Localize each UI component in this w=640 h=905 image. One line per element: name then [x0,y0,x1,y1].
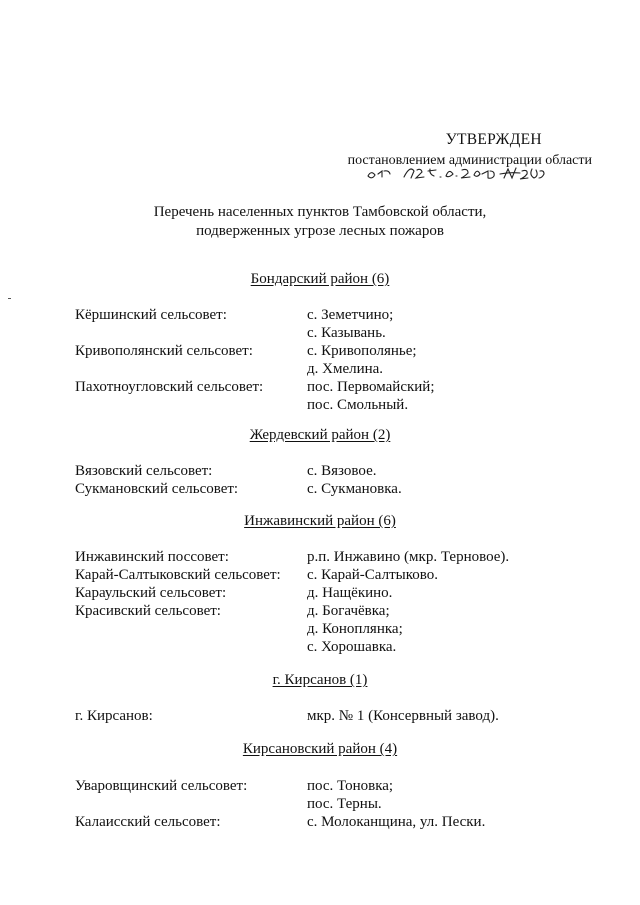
settlement: с. Казывань. [307,325,386,341]
resolution-label: постановлением администрации области [347,153,592,168]
title-line-1: Перечень населенных пунктов Тамбовской области, [153,204,487,220]
council-name: Инжавинский поссовет: [75,549,229,565]
scan-speck [8,298,11,299]
district-heading: Инжавинский район (6) [244,513,396,529]
approved-label: УТВЕРЖДЕН [445,131,542,148]
settlement: д. Коноплянка; [307,621,403,637]
settlement: с. Сукмановка. [307,481,402,497]
district-heading: г. Кирсанов (1) [272,672,368,688]
settlement: с. Карай-Салтыково. [307,567,438,583]
council-name: Пахотноугловский сельсовет: [75,379,264,395]
settlement: с. Земетчино; [307,307,394,323]
settlement: мкр. № 1 (Консервный завод). [307,708,499,724]
council-name: г. Кирсанов: [75,708,153,724]
council-name: Уваровщинский сельсовет: [75,778,248,794]
settlement: с. Кривополянье; [307,343,417,359]
document-title [0,203,640,241]
settlement: с. Молоканщина, ул. Пески. [307,814,486,830]
council-name: Карай-Салтыковский сельсовет: [75,567,281,583]
settlement: пос. Терны. [307,796,382,812]
district-heading: Жердевский район (2) [249,427,391,443]
settlement: д. Нащёкино. [307,585,393,601]
council-name: Караульский сельсовет: [75,585,227,601]
settlement: с. Хорошавка. [307,639,397,655]
district-heading: Бондарский район (6) [250,271,390,287]
council-name: Вязовский сельсовет: [75,463,213,479]
council-name: Кривополянский сельсовет: [75,343,253,359]
settlement: с. Вязовое. [307,463,377,479]
council-name: Красивский сельсовет: [75,603,221,619]
council-name: Сукмановский сельсовет: [75,481,239,497]
handwritten-date-signature [364,159,554,185]
council-name: Калаисский сельсовет: [75,814,221,830]
title-line-2: подверженных угрозе лесных пожаров [196,223,444,239]
settlement: пос. Смольный. [307,397,409,413]
settlement: р.п. Инжавино (мкр. Терновое). [307,549,510,565]
council-name: Кёршинский сельсовет: [75,307,227,323]
settlement: пос. Первомайский; [307,379,435,395]
settlement: д. Богачёвка; [307,603,390,619]
settlement: пос. Тоновка; [307,778,394,794]
settlement: д. Хмелина. [307,361,384,377]
district-heading: Кирсановский район (4) [242,741,398,757]
